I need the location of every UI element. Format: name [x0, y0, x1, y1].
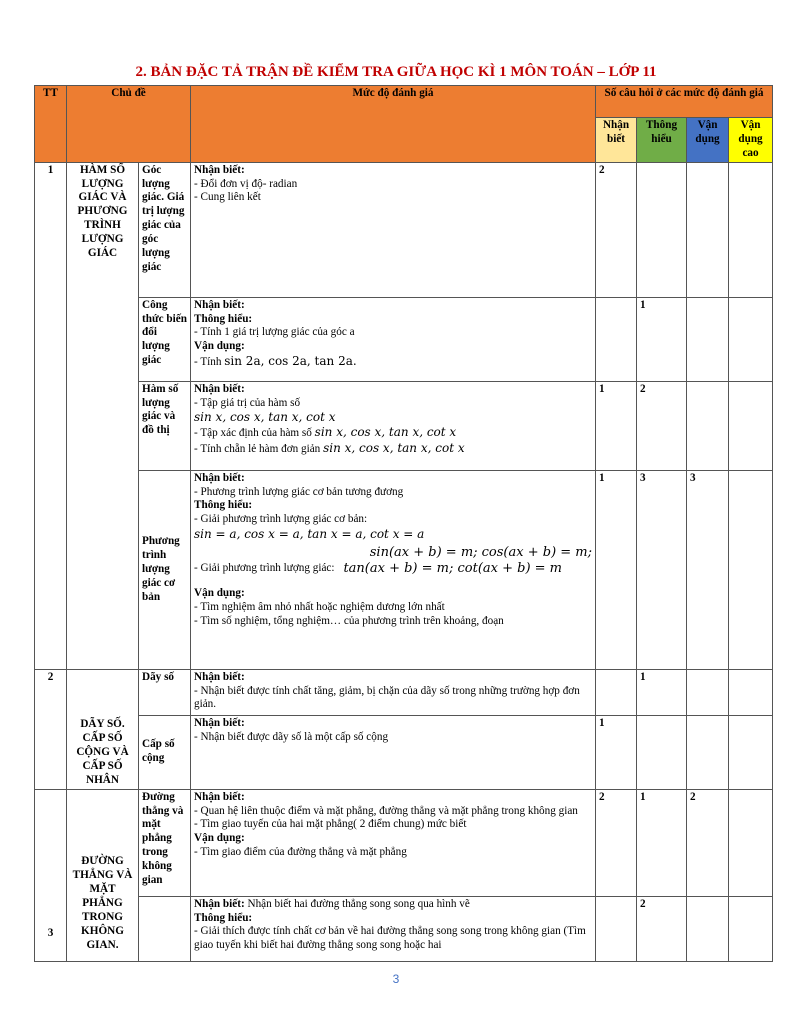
count-van-dung	[687, 297, 729, 381]
count-nhan-biet: 2	[596, 789, 637, 896]
count-van-dung	[687, 381, 729, 470]
count-van-dung-cao	[729, 896, 773, 961]
count-thong-hieu: 1	[637, 669, 687, 715]
count-van-dung-cao	[729, 381, 773, 470]
count-nhan-biet: 1	[596, 470, 637, 669]
count-nhan-biet: 2	[596, 162, 637, 297]
header-tt: TT	[35, 86, 67, 163]
table-row	[35, 715, 773, 789]
header-muc-do: Mức độ đánh giá	[191, 86, 596, 163]
header-van-dung: Vận dụng	[687, 118, 729, 163]
header-thong-hieu: Thông hiểu	[637, 118, 687, 163]
table-row	[35, 297, 773, 381]
specification-table	[34, 85, 773, 962]
section-number: 1	[35, 162, 67, 669]
subtopic-name: Đường thẳng và mặt phẳng trong không gian	[139, 789, 191, 896]
table-row	[35, 470, 773, 669]
criteria-cell: Nhận biết: - Phương trình lượng giác cơ bản tương đương Thông hiểu: - Giải phương trình lượng giác cơ bản: sin = a, cos x = a, tan x = a, cot x = a sin(ax + b) = m; cos(ax + b) = m; - Giải phương trình lượng giác: tan(ax + b) = m; cot(ax + b) = m Vận dụng: - Tìm nghiệm âm nhỏ nhất hoặc nghiệm dương lớn nhất - Tìm số nghiệm, tổng nghiệm… của phương trình trên khoảng, đoạn	[191, 470, 596, 669]
criteria-cell: Nhận biết: - Quan hệ liên thuộc điểm và mặt phẳng, đường thẳng và mặt phẳng trong không gian - Tìm giao tuyến của hai mặt phẳng( 2 điểm chung) mức biết Vận dụng: - Tìm giao điểm của đường thẳng và mặt phẳng	[191, 789, 596, 896]
criteria-cell: Nhận biết: Nhận biết hai đường thẳng song song qua hình vẽ Thông hiểu: - Giải thích được tính chất cơ bản về hai đường thẳng song song trong không gian (Tìm giao tuyến khi biết hai đường thẳng song song hoặc hai	[191, 896, 596, 961]
count-thong-hieu: 2	[637, 381, 687, 470]
criteria-cell: Nhận biết: - Tập giá trị của hàm số sin x, cos x, tan x, cot x - Tập xác định của hàm số sin x, cos x, tan x, cot x - Tính chẵn lẻ hàm đơn giản sin x, cos x, tan x, cot x	[191, 381, 596, 470]
header-so-cau: Số câu hỏi ở các mức độ đánh giá	[596, 86, 773, 118]
count-nhan-biet: 1	[596, 715, 637, 789]
count-van-dung-cao	[729, 669, 773, 715]
header-chu-de: Chủ đề	[67, 86, 191, 163]
count-van-dung-cao	[729, 470, 773, 669]
count-van-dung-cao	[729, 715, 773, 789]
count-nhan-biet	[596, 896, 637, 961]
subtopic-name: Phương trình lượng giác cơ bản	[139, 470, 191, 669]
subtopic-name	[139, 896, 191, 961]
count-van-dung: 3	[687, 470, 729, 669]
count-thong-hieu: 1	[637, 789, 687, 896]
topic-name: ĐƯỜNG THẲNG VÀ MẶT PHẲNG TRONG KHÔNG GIAN.	[67, 789, 139, 961]
topic-name: DÃY SỐ. CẤP SỐ CỘNG VÀ CẤP SỐ NHÂN	[67, 669, 139, 789]
count-van-dung-cao	[729, 789, 773, 896]
count-thong-hieu	[637, 715, 687, 789]
section-number: 3	[35, 789, 67, 961]
page-title: 2. BẢN ĐẶC TẢ TRẬN ĐỀ KIỂM TRA GIỮA HỌC KÌ 1 MÔN TOÁN – LỚP 11	[135, 64, 657, 80]
count-thong-hieu: 1	[637, 297, 687, 381]
subtopic-name: Công thức biến đổi lượng giác	[139, 297, 191, 381]
section-number: 2	[35, 669, 67, 789]
criteria-cell: Nhận biết: - Nhận biết được tính chất tăng, giảm, bị chặn của dãy số trong những trường hợp đơn giản.	[191, 669, 596, 715]
subtopic-name: Cấp số cộng	[139, 715, 191, 789]
criteria-cell: Nhận biết: - Nhận biết được dãy số là một cấp số cộng	[191, 715, 596, 789]
count-nhan-biet	[596, 297, 637, 381]
count-van-dung	[687, 162, 729, 297]
count-van-dung: 2	[687, 789, 729, 896]
table-row	[35, 162, 773, 297]
subtopic-name: Hàm số lượng giác và đồ thị	[139, 381, 191, 470]
count-van-dung-cao	[729, 297, 773, 381]
count-van-dung	[687, 896, 729, 961]
subtopic-name: Góc lượng giác. Giá trị lượng giác của góc lượng giác	[139, 162, 191, 297]
topic-name: HÀM SỐ LƯỢNG GIÁC VÀ PHƯƠNG TRÌNH LƯỢNG GIÁC	[67, 162, 139, 669]
criteria-cell: Nhận biết: Thông hiểu: - Tính 1 giá trị lượng giác của góc a Vận dụng: - Tính sin 2a, cos 2a, tan 2a.	[191, 297, 596, 381]
count-nhan-biet: 1	[596, 381, 637, 470]
count-thong-hieu: 2	[637, 896, 687, 961]
count-nhan-biet	[596, 669, 637, 715]
count-van-dung-cao	[729, 162, 773, 297]
header-van-dung-cao: Vận dụng cao	[729, 118, 773, 163]
table-row	[35, 669, 773, 715]
count-thong-hieu	[637, 162, 687, 297]
table-row	[35, 381, 773, 470]
table-row	[35, 789, 773, 896]
count-van-dung	[687, 715, 729, 789]
criteria-cell: Nhận biết: - Đổi đơn vị độ- radian - Cung liên kết	[191, 162, 596, 297]
table-row	[35, 896, 773, 961]
count-van-dung	[687, 669, 729, 715]
count-thong-hieu: 3	[637, 470, 687, 669]
header-nhan-biet: Nhận biết	[596, 118, 637, 163]
page-number: 3	[392, 972, 400, 986]
subtopic-name: Dãy số	[139, 669, 191, 715]
